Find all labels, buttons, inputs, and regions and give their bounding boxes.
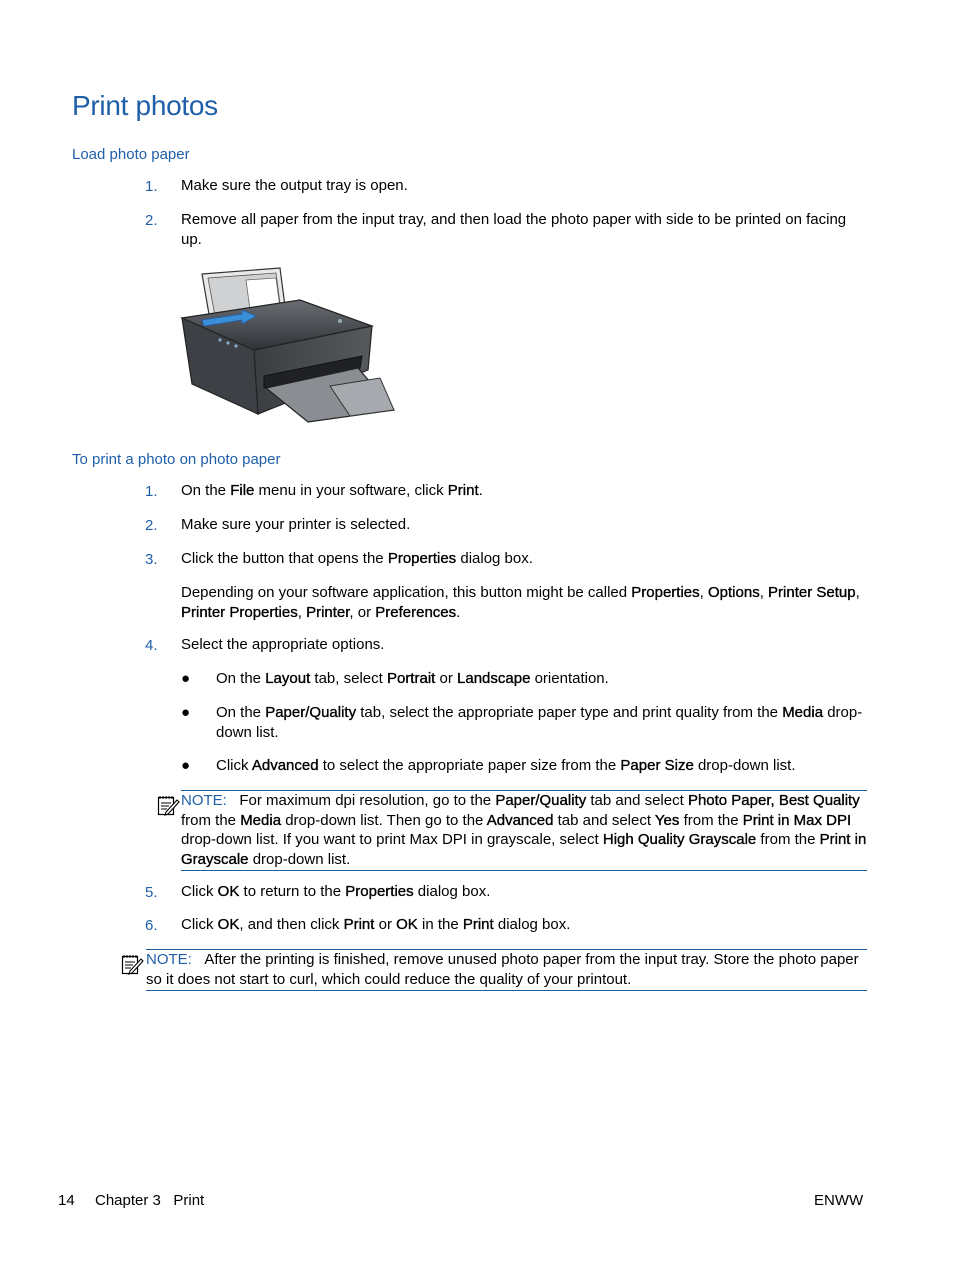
bullet-text: Click Advanced to select the appropriate paper size from the Paper Size drop-down list.	[216, 757, 796, 774]
step-number: 3.	[145, 551, 158, 568]
step-text: Make sure your printer is selected.	[181, 516, 411, 533]
step-text: Click OK, and then click Print or OK in the Print dialog box.	[181, 916, 571, 933]
step-number: 5.	[145, 884, 158, 901]
bullet-dot: ●	[181, 670, 191, 687]
step-number: 4.	[145, 637, 158, 654]
step-number: 1.	[145, 178, 158, 195]
step-text: Make sure the output tray is open.	[181, 177, 408, 194]
step-number: 2.	[145, 212, 158, 229]
section-heading-print-photo: To print a photo on photo paper	[72, 451, 281, 468]
bullet-dot: ●	[181, 704, 191, 721]
bullet-dot: ●	[181, 757, 191, 774]
step-text: Remove all paper from the input tray, and then load the photo paper with side to be printed on facing up.	[181, 211, 847, 248]
step-number: 2.	[145, 517, 158, 534]
bullet-text: On the Paper/Quality tab, select the appropriate paper type and print quality from the Media drop-down list.	[216, 704, 863, 741]
page-title: Print photos	[72, 90, 218, 121]
footer-chapter: Chapter 3 Print	[95, 1192, 205, 1209]
step-paragraph: Depending on your software application, this button might be called Properties, Options, Printer Setup, Printer Properties, Printer, or Preferences.	[181, 584, 860, 621]
page-number: 14	[58, 1192, 75, 1209]
step-number: 1.	[145, 483, 158, 500]
note-icon	[120, 952, 144, 976]
note-icon	[156, 793, 180, 817]
bullet-text: On the Layout tab, select Portrait or Landscape orientation.	[216, 670, 609, 687]
note-box: NOTE: After the printing is finished, remove unused photo paper from the input tray. Store the photo paper so it does not start to curl, which could reduce the quality of your printout.	[146, 949, 867, 991]
printer-illustration	[180, 264, 398, 424]
footer-right: ENWW	[814, 1192, 864, 1209]
step-number: 6.	[145, 917, 158, 934]
step-text: Click OK to return to the Properties dialog box.	[181, 883, 491, 900]
step-text: Select the appropriate options.	[181, 636, 385, 653]
step-text: On the File menu in your software, click Print.	[181, 482, 483, 499]
step-text: Click the button that opens the Properties dialog box.	[181, 550, 533, 567]
section-heading-load-photo-paper: Load photo paper	[72, 146, 190, 163]
note-box: NOTE: For maximum dpi resolution, go to the Paper/Quality tab and select Photo Paper, Best Quality from the Media drop-down list. Then go to the Advanced tab and select Yes from the Print in Max DPI drop-down list. If you want to print Max DPI in grayscale, select High Quality Grayscale from the Print in Grayscale drop-down list.	[181, 790, 867, 871]
